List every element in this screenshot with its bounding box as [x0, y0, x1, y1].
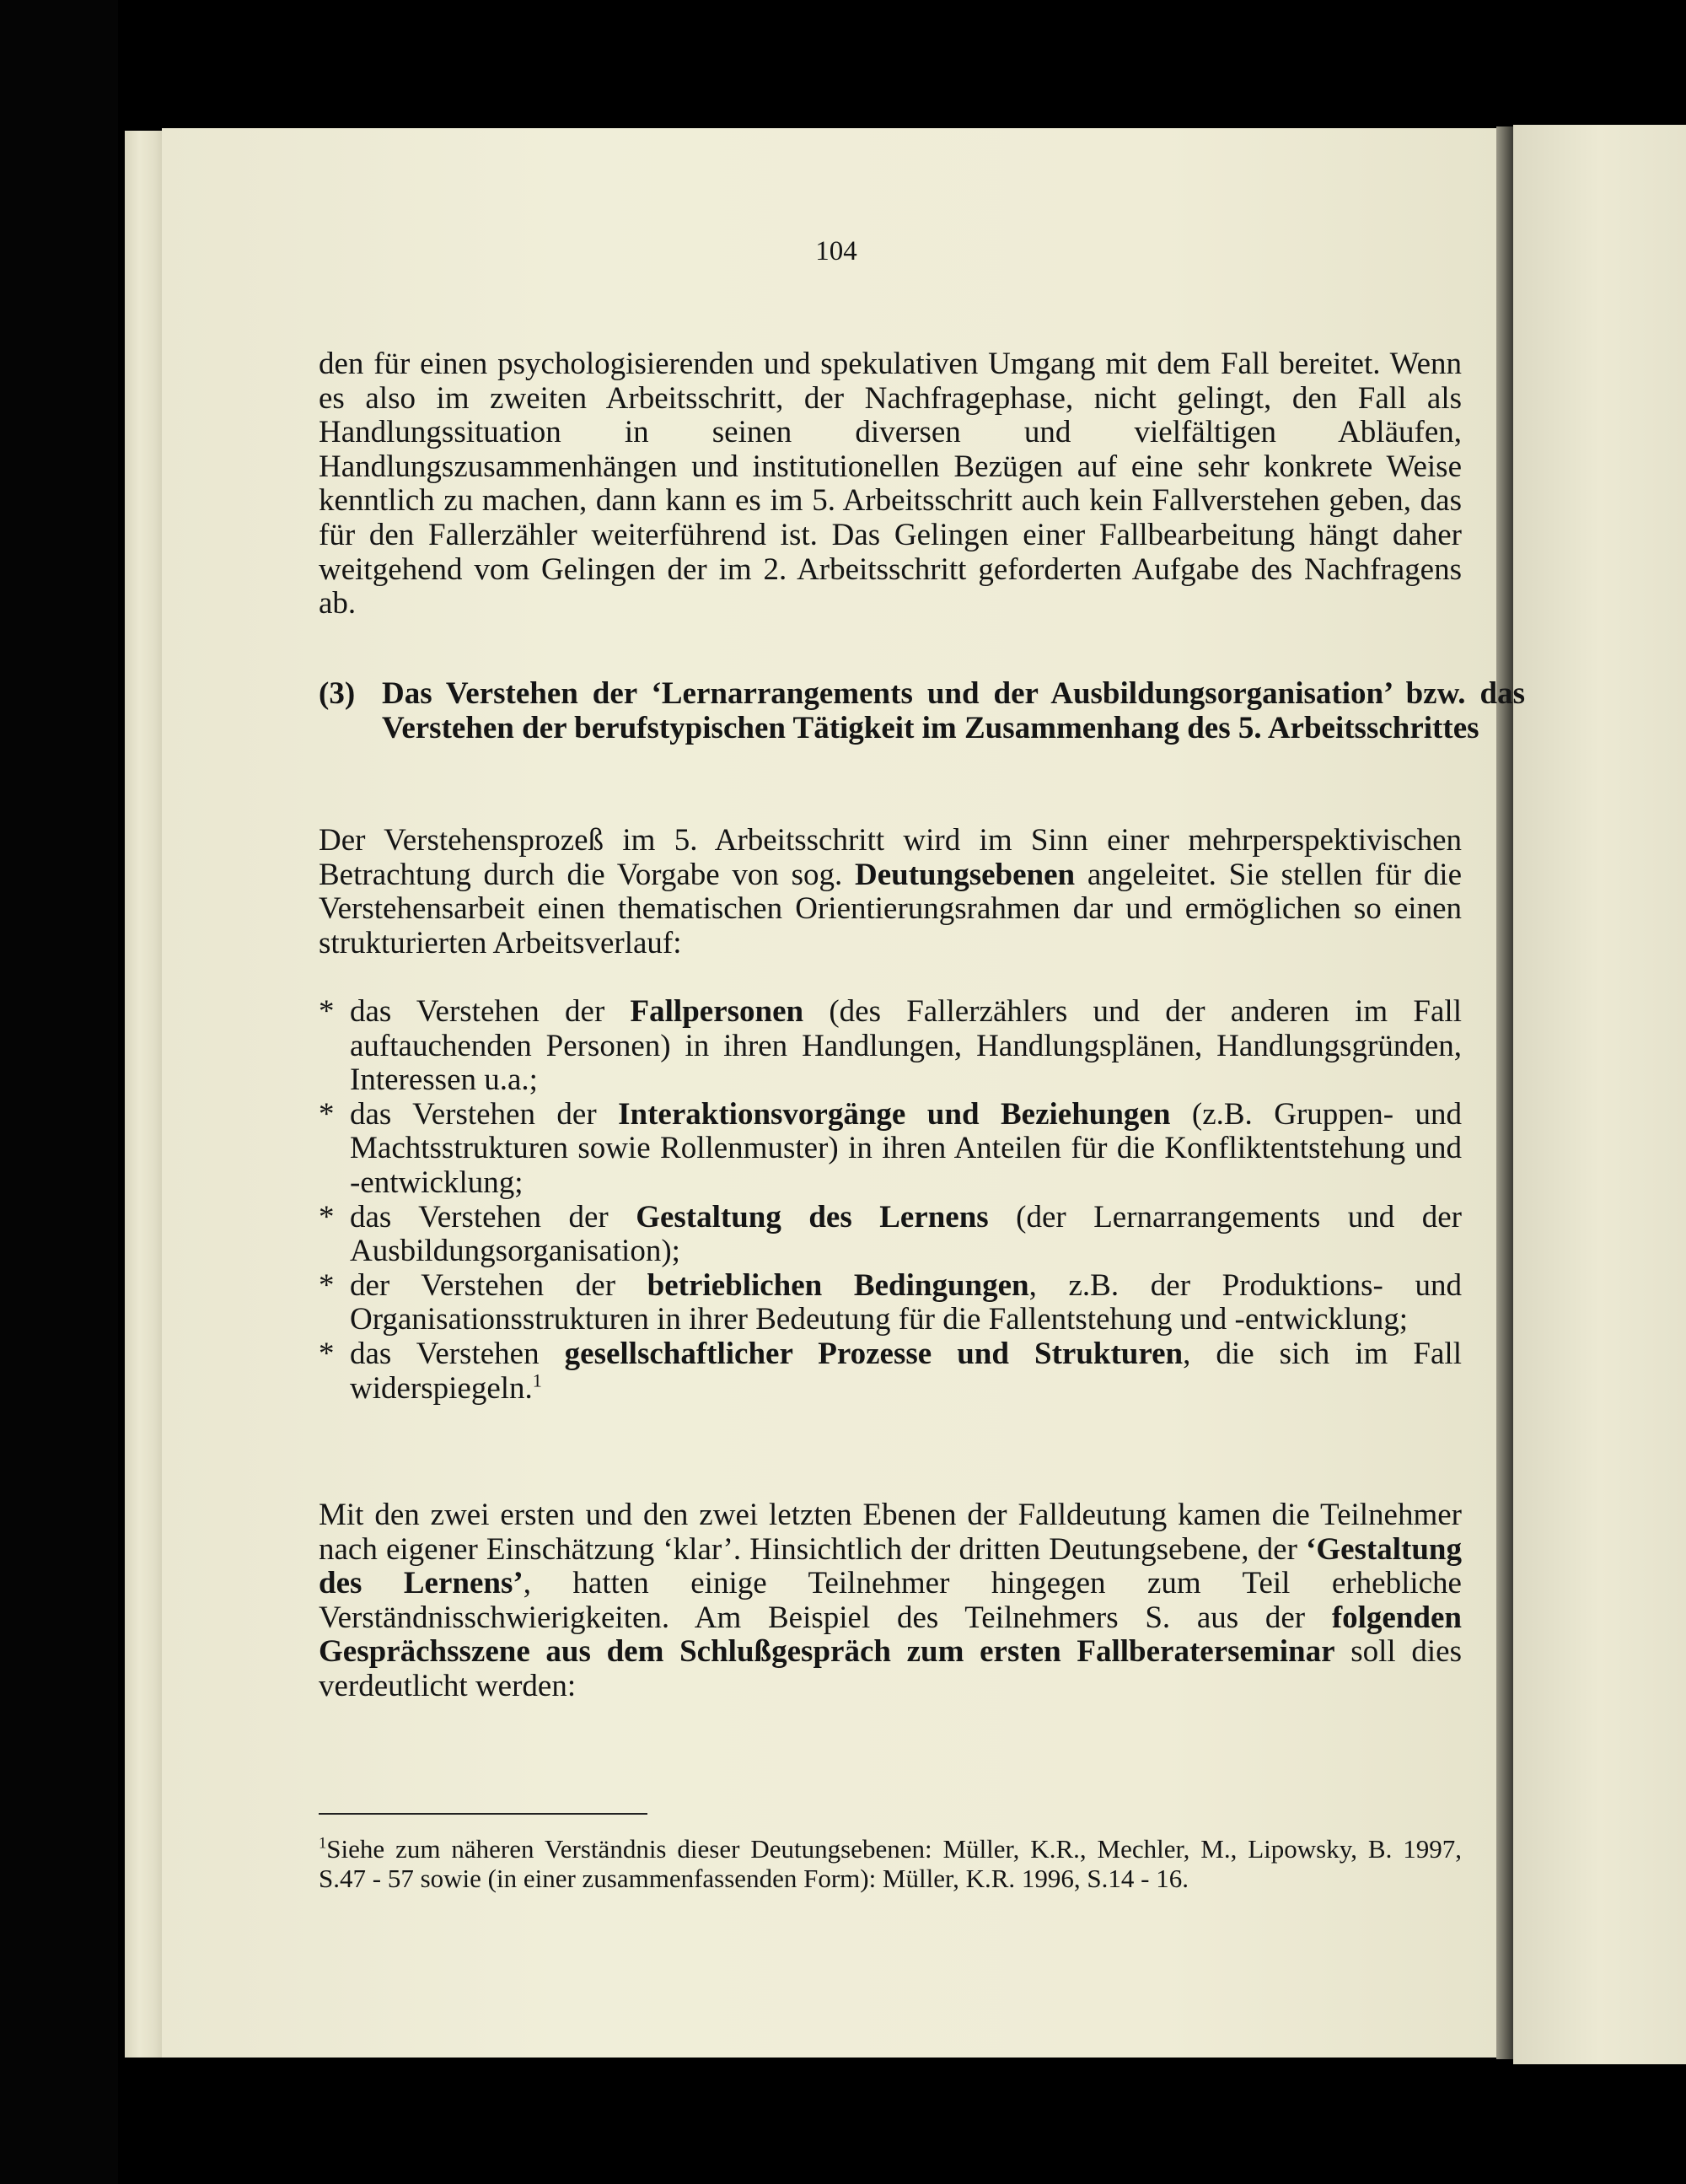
bullet-marker: *	[319, 994, 335, 1029]
footnote-divider	[319, 1813, 647, 1815]
footnote	[319, 1834, 1462, 1893]
list-item	[319, 1269, 1462, 1337]
list-item-text: der Verstehen der	[350, 1267, 647, 1303]
bullet-marker: *	[319, 1336, 335, 1371]
bullet-marker: *	[319, 1096, 335, 1132]
scan-background	[0, 0, 118, 2184]
facing-page	[1513, 125, 1686, 2064]
list-item-text-end: (des Fallerzählers und der anderen im Fall auftauchenden Personen) in ihren Handlungen, Handlungsplänen, Handlungsgründen, Interessen u.a.;	[350, 994, 1462, 1098]
paragraph-3-emphasis-2: folgenden Gesprächsszene aus dem Schlußgespräch zum ersten Fallberaterseminar	[319, 1600, 1462, 1670]
list-item-emphasis: Fallpersonen	[630, 994, 804, 1029]
paragraph-3-text-1: Mit den zwei ersten und den zwei letzten Ebenen der Falldeutung kamen die Teilnehmer nach eigener Einschätzung ‘klar’. Hinsichtlich der dritten Deutungsebene, der	[319, 1498, 1462, 1567]
list-item-text-end: , z.B. der Produktions- und Organisationsstrukturen in ihrer Bedeutung für die Fallentstehung und -entwicklung;	[350, 1267, 1462, 1337]
book-page	[162, 128, 1525, 2058]
list-item-emphasis: gesellschaftlicher Prozesse und Strukturen	[564, 1336, 1184, 1371]
list-item-emphasis: Interaktionsvorgänge und Beziehungen	[618, 1096, 1171, 1132]
paragraph-2-emphasis: Deutungsebenen	[855, 857, 1076, 892]
list-item-emphasis: betrieblichen Bedingungen	[647, 1267, 1029, 1303]
section-title: Das Verstehen der ‘Lernarrangements und der Ausbildungsorganisation’ bzw. das Verstehen der berufstypischen Tätigkeit im Zusammenhang des 5. Arbeitsschrittes	[382, 676, 1525, 745]
list-item-emphasis: Gestaltung des Lernens	[636, 1199, 989, 1235]
list-item-text: das Verstehen der	[350, 1096, 619, 1132]
paragraph-1: den für einen psychologisierenden und spekulativen Umgang mit dem Fall bereitet. Wenn es also im zweiten Arbeitsschritt, der Nachfragephase, nicht gelingt, den Fall als Handlungssituation in seinen diversen und vielfältigen Abläufen, Handlungszusammenhängen und institutionellen Bezügen auf eine sehr konkrete Weise kenntlich zu machen, dann kann es im 5. Arbeitsschritt auch kein Fallverstehen geben, das für den Fallerzähler weiterführend ist. Das Gelingen einer Fallbearbeitung hängt daher weitgehend vom Gelingen der im 2. Arbeitsschritt geforderten Aufgabe des Nachfragens ab.	[319, 347, 1462, 621]
list-item	[319, 1098, 1462, 1201]
paragraph-2	[319, 824, 1462, 960]
list-item-text-end: (z.B. Gruppen- und Machtsstrukturen sowie Rollenmuster) in ihren Anteilen für die Konfliktentstehung und -entwicklung;	[350, 1096, 1462, 1200]
book-gutter	[1496, 126, 1513, 2059]
page-stack-edge	[125, 131, 167, 2058]
list-item-text: das Verstehen	[350, 1336, 565, 1371]
bullet-marker: *	[319, 1199, 335, 1235]
footnote-marker: 1	[319, 1834, 327, 1853]
list-item	[319, 995, 1462, 1098]
list-item-text-end: , die sich im Fall widerspiegeln.	[350, 1336, 1462, 1406]
list-item-text: das Verstehen der	[350, 994, 631, 1029]
paragraph-3-text-3: soll dies verdeutlicht werden:	[319, 1634, 1462, 1703]
paragraph-3	[319, 1498, 1462, 1704]
list-item-text-end: (der Lernarrangements und der Ausbildungsorganisation);	[350, 1199, 1463, 1269]
deutungsebenen-list	[319, 995, 1462, 1406]
paragraph-3-text-2: , hatten einige Teilnehmer hingegen zum Teil erhebliche Verständnisschwierigkeiten. Am Beispiel des Teilnehmers S. aus der	[319, 1566, 1462, 1635]
paragraph-3-emphasis-1: ‘Gestaltung des Lernens’	[319, 1531, 1462, 1601]
page-number: 104	[815, 236, 857, 266]
section-number: (3)	[319, 676, 356, 711]
list-item	[319, 1201, 1462, 1269]
paragraph-2-text: Der Verstehensprozeß im 5. Arbeitsschritt wird im Sinn einer mehrperspektivischen Betrachtung durch die Vorgabe von sog.	[319, 823, 1462, 892]
section-heading	[319, 676, 1525, 745]
footnote-text: Siehe zum näheren Verständnis dieser Deutungsebenen: Müller, K.R., Mechler, M., Lipowsky, B. 1997, S.47 - 57 sowie (in einer zusammenfassenden Form): Müller, K.R. 1996, S.14 - 16.	[319, 1834, 1462, 1893]
paragraph-2-text-end: angeleitet. Sie stellen für die Verstehensarbeit einen thematischen Orientierungsrahmen dar und ermöglichen so einen strukturierten Arbeitsverlauf:	[319, 857, 1462, 960]
list-item-text: das Verstehen der	[350, 1199, 636, 1235]
footnote-reference[interactable]: 1	[532, 1369, 542, 1391]
list-item	[319, 1337, 1462, 1406]
bullet-marker: *	[319, 1267, 335, 1303]
